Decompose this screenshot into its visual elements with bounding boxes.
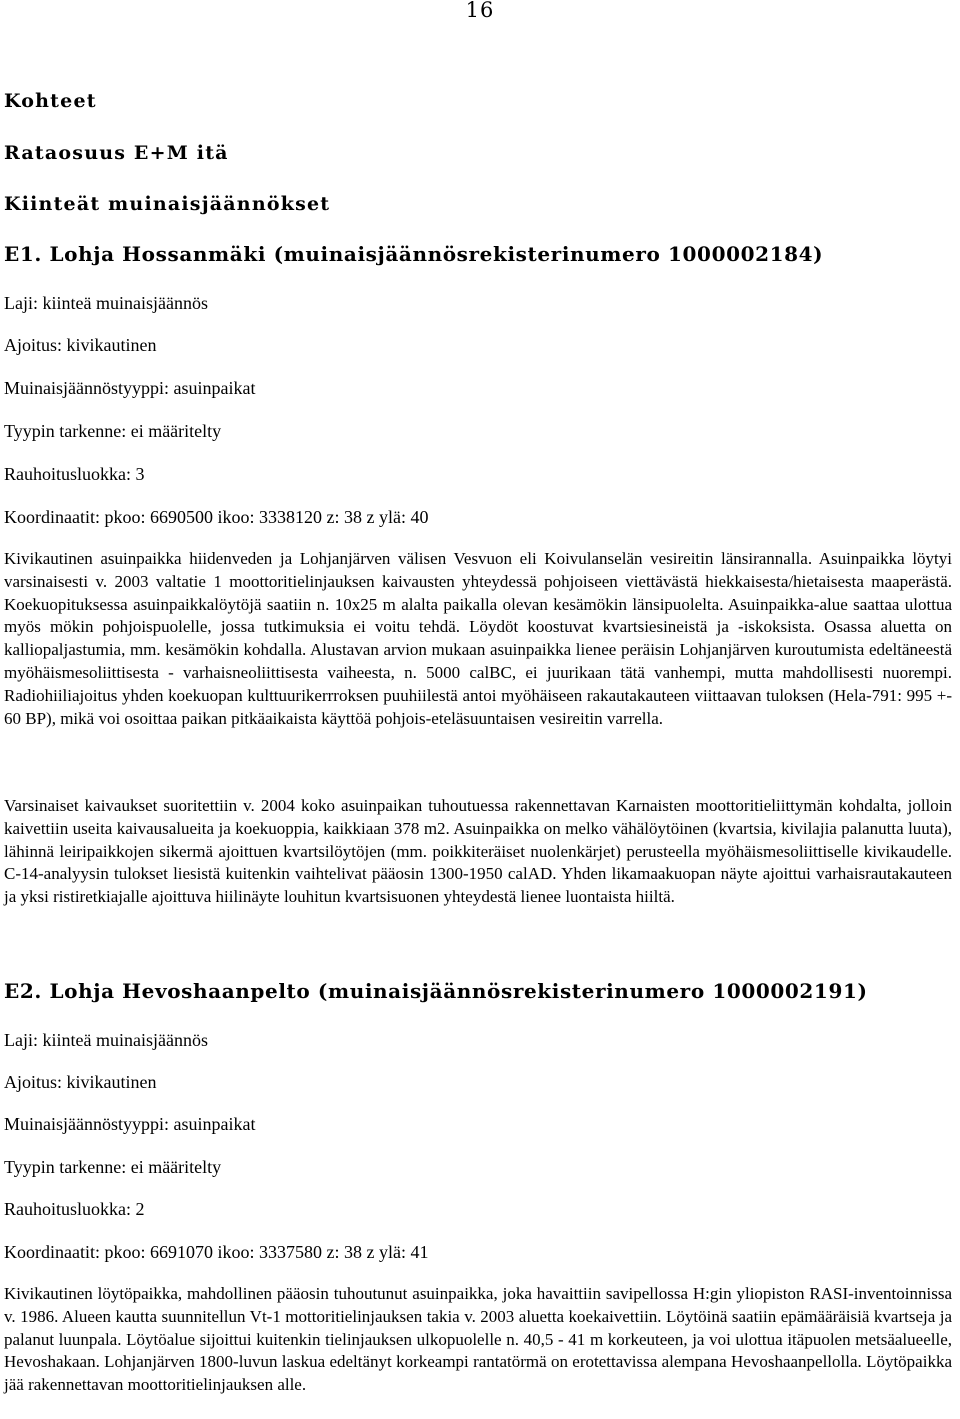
site-e1-description: Kivikautinen asuinpaikka hiidenveden ja Lohjanjärven välisen Vesvuon eli Koivulanselän vesireitin länsirannalla. Asuinpaikka löytyi varsinaisesti v. 2003 valtatie 1 moottoritielinjauksen kaivausten yhteydessä pohjoiseen viettävästä hiekkaisesta/hietaisesta maaperästä. Koekuopituksessa asuinpaikkalöytöjä saatiin n. 10x25 m alalta paikalla olevan kesämökin länsipuolelta. Asuinpaikka-alue saattaa ulottua myös mökin pohjoispuolelle, jossa tutkimuksia ei voitu tehdä. Löydöt koostuvat kvartsiesineistä ja -iskoksista. Osassa aluetta on kalliopaljastumia, mm. kesämökin kohdalla. Alustavan arvion mukaan asuinpaikka lienee peräisin Lohjanjärven kuroutumista edeltäneestä myöhäismesoliittisesta - varhaisneoliittisesta vaiheesta, n. 5000 calBC, ei juurikaan tätä vanhempi, mutta mahdollisesti nuorempi. Radiohiiliajoitus yhden koekuopan kulttuurikerrroksen puuhiilestä antoi myöhäiseen rakautakauteen viittaavan tuloksen (Hela-791: 995 +- 60 BP), mikä voi osoittaa paikan pitkäaikaista käyttöä pohjois-eteläsuuntaisen vesireitin varrella.: [4, 549, 952, 728]
heading-kiinteat: Kiinteät muinaisjäännökset: [4, 193, 331, 215]
heading-kohteet: Kohteet: [4, 90, 97, 112]
site-e2-ajoitus: Ajoitus: kivikautinen: [4, 1072, 157, 1092]
site-e2-title: E2. Lohja Hevoshaanpelto (muinaisjäännösrekisterinumero 1000002191): [4, 979, 868, 1003]
site-e1-laji: Laji: kiinteä muinaisjäännös: [4, 293, 208, 313]
page-number: 16: [465, 0, 495, 22]
heading-rataosuus: Rataosuus E+M itä: [4, 142, 229, 164]
site-e1-title: E1. Lohja Hossanmäki (muinaisjäännösrekisterinumero 1000002184): [4, 242, 824, 266]
site-e1-rauhoitusluokka: Rauhoitusluokka: 3: [4, 464, 145, 484]
site-e2-tarkenne: Tyypin tarkenne: ei määritelty: [4, 1157, 222, 1177]
site-e1-koordinaatit: Koordinaatit: pkoo: 6690500 ikoo: 3338120 z: 38 z ylä: 40: [4, 507, 429, 527]
site-e2-description: Kivikautinen löytöpaikka, mahdollinen pääosin tuhoutunut asuinpaikka, joka havaittiin savipellossa H:gin yliopiston RASI-inventoinnissa v. 1986. Alueen kautta suunnitellun Vt-1 mottoritielinjauksen takia v. 2003 aluetta koekaivettiin. Löytöinä saatiin epämääräisiä kvartseja ja palanut luunpala. Löytöalue sijoittui kuitenkin tielinjauksen ulkopuolelle n. 40,5 - 41 m korkeuteen, ja voi ulottua itäpuolen metsäalueelle, Hevoshakaan. Lohjanjärven 1800-luvun laskua edeltänyt korkeampi rantatörmä on erotettavissa alempana Hevoshaanpellolla. Löytöpaikka jää rakennettavan moottoritielinjauksen alle.: [4, 1284, 952, 1395]
site-e2-koordinaatit: Koordinaatit: pkoo: 6691070 ikoo: 3337580 z: 38 z ylä: 41: [4, 1242, 429, 1262]
site-e2-rauhoitusluokka: Rauhoitusluokka: 2: [4, 1199, 145, 1219]
site-e1-ajoitus: Ajoitus: kivikautinen: [4, 335, 157, 355]
site-e1-excavation: Varsinaiset kaivaukset suoritettiin v. 2004 koko asuinpaikan tuhoutuessa rakennettavan Karnaisten moottoritieliittymän kohdalta, jolloin kaivettiin useita kaivausalueita ja koekuoppia, kaikkiaan 378 m2. Asuinpaikka on melko vähälöytöinen (kvartsia, kivilajia palanutta luuta), lähinnä leiripaikkojen sikermä ajoittuen kvartsilöytöjen (mm. poikkiteräiset nuolenkärjet) perusteella myöhäismesoliittiselle kivikaudelle. C-14-analyysin tulokset liesistä kuitenkin vaihtelivat pääosin 1300-1950 calAD. Yhden likamaakuopan näyte ajoittui varhaisrautakauteen ja yksi ristiretkiajalle ajoittuva hiilinäyte louhitun kvartsisuonen yhteydestä lienee luontaista hiiltä.: [4, 796, 952, 907]
site-e1-tyyppi: Muinaisjäännöstyyppi: asuinpaikat: [4, 378, 256, 398]
site-e1-tarkenne: Tyypin tarkenne: ei määritelty: [4, 421, 222, 441]
site-e2-tyyppi: Muinaisjäännöstyyppi: asuinpaikat: [4, 1114, 256, 1134]
site-e2-laji: Laji: kiinteä muinaisjäännös: [4, 1030, 208, 1050]
